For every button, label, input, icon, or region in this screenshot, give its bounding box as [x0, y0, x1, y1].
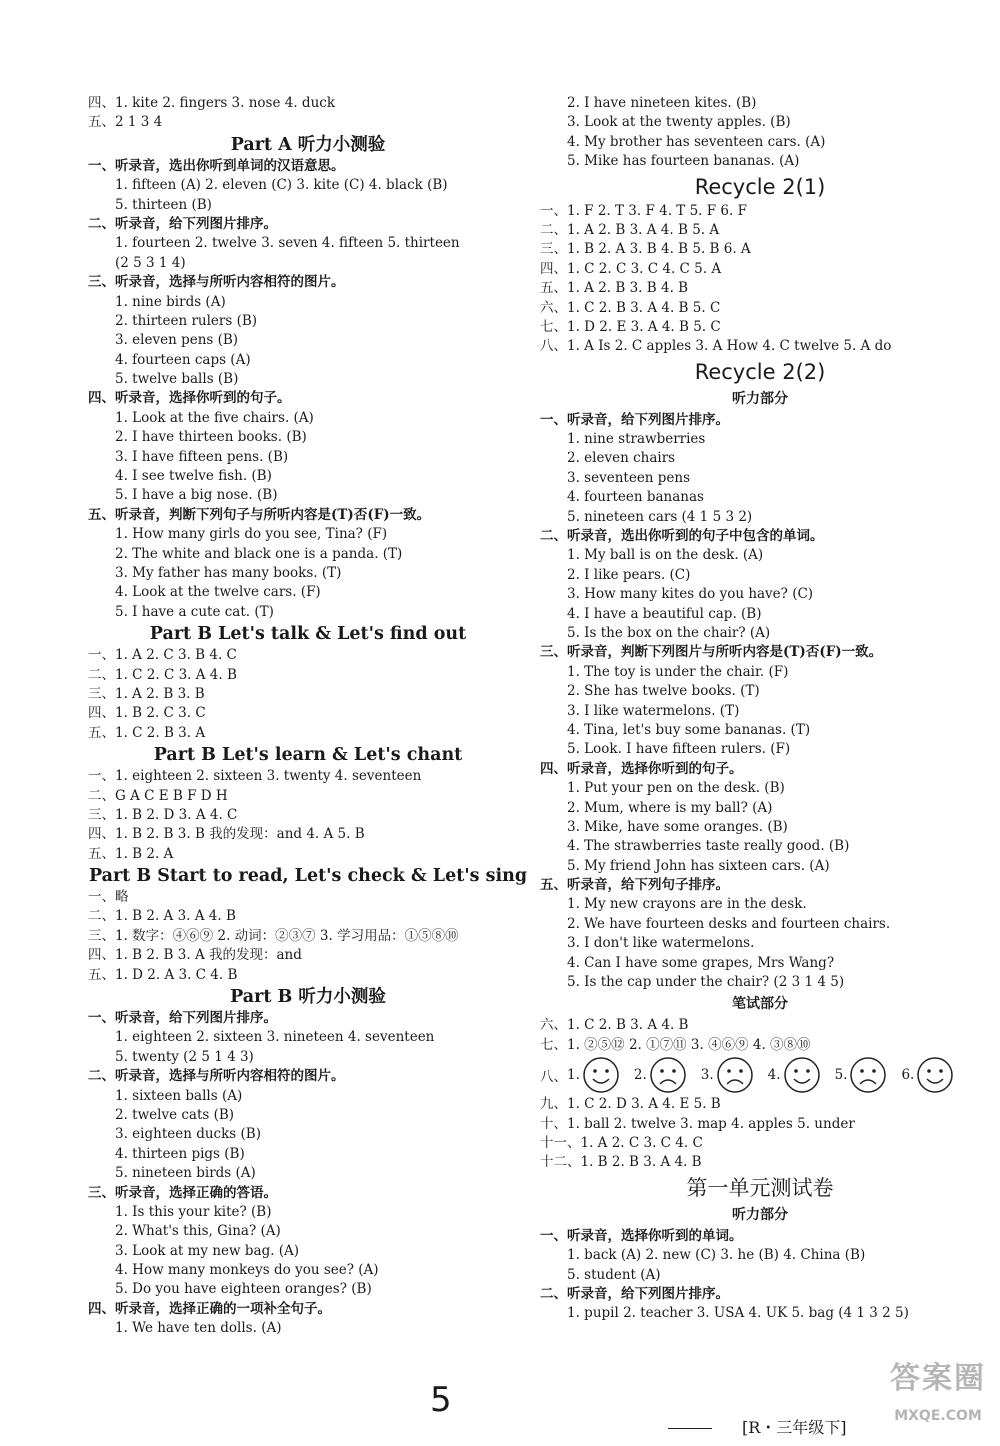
- answer-line: 三、1. 数字：④⑥⑨ 2. 动词：②③⑦ 3. 学习用品：①⑤⑧⑩: [88, 927, 459, 944]
- answer-item: 1. How many girls do you see, Tina? (F): [115, 526, 388, 543]
- answer-item: 3. seventeen pens: [567, 469, 691, 486]
- section-heading: Part B 听力小测验: [230, 987, 386, 1008]
- face-number: 1.: [567, 1067, 580, 1084]
- question-instruction: 五、听录音，给下列句子排序。: [540, 877, 729, 894]
- answer-line: 七、1. ②⑤⑫ 2. ①⑦⑪ 3. ④⑥⑨ 4. ③⑧⑩: [540, 1036, 811, 1053]
- face-number: 2.: [633, 1067, 647, 1084]
- answer-item: 1. fifteen (A) 2. eleven (C) 3. kite (C) 4. black (B): [115, 177, 448, 194]
- answer-line: 二、G A C E B F D H: [88, 787, 228, 804]
- answer-line: 一、1. eighteen 2. sixteen 3. twenty 4. seventeen: [88, 768, 422, 785]
- face-number: 4.: [767, 1067, 781, 1084]
- section-heading: Part B Start to read, Let's check & Let's sing: [88, 866, 528, 887]
- answer-item: 1. nine birds (A): [115, 293, 226, 310]
- face-item: [567, 1056, 620, 1094]
- answer-item: 4. Can I have some grapes, Mrs Wang?: [567, 954, 835, 971]
- answer-line: 四、1. B 2. C 3. C: [88, 705, 206, 722]
- question-instruction: 二、听录音，给下列图片排序。: [88, 215, 277, 232]
- answer-item: 1. Put your pen on the desk. (B): [567, 780, 785, 797]
- answer-line: 五、1. D 2. A 3. C 4. B: [88, 966, 238, 983]
- question-instruction: 二、听录音，选择与所听内容相符的图片。: [88, 1068, 345, 1085]
- question-instruction: 一、听录音，选出你听到单词的汉语意思。: [88, 157, 345, 174]
- question-instruction: 三、听录音，判断下列图片与所听内容是(T)否(F)一致。: [540, 644, 883, 661]
- answer-line: 七、1. D 2. E 3. A 4. B 5. C: [540, 318, 721, 335]
- answer-item: 1. fourteen 2. twelve 3. seven 4. fifteen 5. thirteen: [115, 235, 460, 252]
- answer-item: 2. She has twelve books. (T): [567, 683, 760, 700]
- answer-item: 4. Tina, let's buy some bananas. (T): [567, 721, 811, 738]
- answer-item: 4. I see twelve fish. (B): [115, 468, 272, 485]
- answer-item: 1. My new crayons are in the desk.: [567, 896, 807, 913]
- answer-item: 5. thirteen (B): [115, 196, 212, 213]
- question-instruction: 四、听录音，选择你听到的句子。: [88, 390, 291, 407]
- answer-line: 二、1. B 2. A 3. A 4. B: [88, 908, 236, 925]
- answer-item: 3. My father has many books. (T): [115, 564, 342, 581]
- footer: [668, 1415, 847, 1438]
- faces-prefix: 八、: [540, 1069, 567, 1086]
- face-item: [835, 1056, 888, 1094]
- answer-item: 5. Is the cap under the chair? (2 3 1 4 5): [567, 974, 845, 991]
- answer-item: 2. I have thirteen books. (B): [115, 429, 307, 446]
- watermark-logo: 答案圈: [890, 1361, 986, 1396]
- face-item: [701, 1056, 754, 1094]
- smiley-face-icon: [916, 1056, 954, 1094]
- watermark-url: MXQE.COM: [894, 1408, 982, 1424]
- footer-rule: [668, 1428, 712, 1429]
- answer-item: 5. Is the box on the chair? (A): [567, 624, 771, 641]
- right-column: [540, 94, 980, 1324]
- answer-line: 一、1. F 2. T 3. F 4. T 5. F 6. F: [540, 202, 747, 219]
- answer-item: 5. Mike has fourteen bananas. (A): [567, 153, 800, 170]
- question-instruction: 四、听录音，选择你听到的句子。: [540, 760, 743, 777]
- answer-line: 三、1. B 2. D 3. A 4. C: [88, 806, 238, 823]
- question-instruction: 四、听录音，选择正确的一项补全句子。: [88, 1300, 331, 1317]
- answer-item: 3. How many kites do you have? (C): [567, 586, 814, 603]
- answer-item: 2. I have nineteen kites. (B): [567, 95, 757, 111]
- answer-item: 3. eighteen ducks (B): [115, 1126, 261, 1143]
- question-instruction: 三、听录音，选择正确的答语。: [88, 1184, 277, 1201]
- part-subheading: 笔试部分: [732, 996, 788, 1013]
- question-instruction: 二、听录音，选出你听到的句子中包含的单词。: [540, 528, 824, 545]
- answer-item: 1. sixteen balls (A): [115, 1087, 243, 1104]
- answer-item: 5. My friend John has sixteen cars. (A): [567, 857, 830, 874]
- answer-line: 六、1. C 2. B 3. A 4. B 5. C: [540, 299, 721, 316]
- answer-item: 3. Mike, have some oranges. (B): [567, 818, 788, 835]
- answer-line: 十、1. ball 2. twelve 3. map 4. apples 5. under: [540, 1115, 855, 1132]
- answer-item: 5. Look. I have fifteen rulers. (F): [567, 741, 791, 758]
- answer-item: 2. thirteen rulers (B): [115, 312, 258, 329]
- answer-line: 四、1. B 2. B 3. B 我的发现：and 4. A 5. B: [88, 826, 365, 843]
- smiley-face-icon: [783, 1056, 821, 1094]
- footer-label: [R・三年级下]: [742, 1418, 847, 1437]
- answer-item: 5. twelve balls (B): [115, 371, 239, 388]
- answer-item: 3. Look at my new bag. (A): [115, 1242, 300, 1259]
- answer-line: 四、1. kite 2. fingers 3. nose 4. duck: [88, 95, 336, 111]
- answer-item: 4. I have a beautiful cap. (B): [567, 605, 762, 622]
- sad-face-icon: [649, 1056, 687, 1094]
- answer-item: 4. thirteen pigs (B): [115, 1145, 245, 1162]
- page-mark: 5: [430, 1380, 452, 1420]
- answer-line: 八、1. A Is 2. C apples 3. A How 4. C twelve 5. A do: [540, 338, 892, 355]
- answer-line: 一、1. A 2. C 3. B 4. C: [88, 647, 237, 664]
- answer-item: 1. We have ten dolls. (A): [115, 1320, 282, 1337]
- answer-item: 4. My brother has seventeen cars. (A): [567, 133, 826, 150]
- answer-line: 四、1. C 2. C 3. C 4. C 5. A: [540, 260, 722, 277]
- answer-item: 1. back (A) 2. new (C) 3. he (B) 4. China (B): [567, 1247, 866, 1264]
- answer-item: 1. Look at the five chairs. (A): [115, 409, 314, 426]
- answer-item: 2. eleven chairs: [567, 450, 676, 467]
- answer-line: 五、1. B 2. A: [88, 845, 174, 862]
- answer-line: 五、1. C 2. B 3. A: [88, 724, 206, 741]
- face-number: 3.: [700, 1067, 714, 1084]
- question-instruction: 一、听录音，选择你听到的单词。: [540, 1227, 743, 1244]
- answer-item: 1. pupil 2. teacher 3. USA 4. UK 5. bag (4 1 3 2 5): [567, 1305, 909, 1322]
- answer-item: 2. The white and black one is a panda. (T): [115, 545, 403, 562]
- answer-item: 5. I have a cute cat. (T): [115, 603, 274, 620]
- question-instruction: 二、听录音，给下列图片排序。: [540, 1285, 729, 1302]
- answer-item: 2. We have fourteen desks and fourteen chairs.: [567, 915, 891, 932]
- answer-item: 5. student (A): [567, 1266, 661, 1283]
- question-instruction: 三、听录音，选择与所听内容相符的图片。: [88, 274, 345, 291]
- part-subheading: 听力部分: [732, 390, 788, 407]
- answer-item: 5. nineteen cars (4 1 5 3 2): [567, 508, 753, 525]
- section-heading: Part B Let's talk & Let's find out: [149, 624, 467, 645]
- face-item: [901, 1056, 954, 1094]
- answer-item: 1. My ball is on the desk. (A): [567, 547, 764, 564]
- part-subheading: 听力部分: [732, 1206, 788, 1223]
- answer-item: 3. I like watermelons. (T): [567, 702, 740, 719]
- answer-line: 四、1. B 2. B 3. A 我的发现：and: [88, 947, 302, 964]
- section-heading: Part A 听力小测验: [230, 134, 386, 155]
- unit-heading: Recycle 2(1): [694, 174, 826, 199]
- answer-line: 三、1. A 2. B 3. B: [88, 685, 205, 702]
- answer-item: 3. eleven pens (B): [115, 332, 239, 349]
- answer-item: 1. The toy is under the chair. (F): [567, 663, 789, 680]
- answer-line: 二、1. A 2. B 3. A 4. B 5. A: [540, 221, 720, 238]
- answer-item: 4. fourteen caps (A): [115, 351, 251, 368]
- answer-line: 六、1. C 2. B 3. A 4. B: [540, 1017, 689, 1034]
- answer-item: 5. nineteen birds (A): [115, 1165, 256, 1182]
- smiley-face-icon: [582, 1056, 620, 1094]
- faces-answer-row: [540, 1055, 980, 1095]
- answer-line: 五、1. A 2. B 3. B 4. B: [540, 280, 689, 297]
- answer-item: 5. Do you have eighteen oranges? (B): [115, 1281, 372, 1298]
- answer-item: 2. What's this, Gina? (A): [115, 1223, 281, 1240]
- sad-face-icon: [716, 1056, 754, 1094]
- unit-heading: Recycle 2(2): [694, 359, 826, 384]
- answer-item: (2 5 3 1 4): [115, 254, 186, 271]
- answer-item: 2. twelve cats (B): [115, 1106, 235, 1123]
- answer-item: 4. The strawberries taste really good. (B): [567, 838, 850, 855]
- answer-item: 1. nine strawberries: [567, 431, 706, 448]
- answer-line: 五、2 1 3 4: [88, 114, 163, 131]
- question-instruction: 一、听录音，给下列图片排序。: [540, 411, 729, 428]
- sad-face-icon: [849, 1056, 887, 1094]
- answer-item: 4. How many monkeys do you see? (A): [115, 1262, 379, 1279]
- answer-item: 5. twenty (2 5 1 4 3): [115, 1048, 254, 1065]
- answer-item: 2. Mum, where is my ball? (A): [567, 799, 773, 816]
- answer-item: 3. I don't like watermelons.: [567, 935, 755, 952]
- face-item: [634, 1056, 687, 1094]
- face-number: 6.: [901, 1067, 915, 1084]
- answer-line: 十二、1. B 2. B 3. A 4. B: [540, 1154, 702, 1171]
- face-item: [768, 1056, 821, 1094]
- question-instruction: 五、听录音，判断下列句子与所听内容是(T)否(F)一致。: [88, 506, 431, 523]
- answer-item: 4. fourteen bananas: [567, 489, 704, 506]
- face-number: 5.: [834, 1067, 848, 1084]
- answer-item: 3. I have fifteen pens. (B): [115, 448, 289, 465]
- answer-line: 一、略: [88, 889, 129, 906]
- watermark: [882, 1350, 994, 1442]
- answer-item: 1. eighteen 2. sixteen 3. nineteen 4. seventeen: [115, 1029, 435, 1046]
- answer-line: 九、1. C 2. D 3. A 4. E 5. B: [540, 1096, 721, 1113]
- unit-heading: 第一单元测试卷: [686, 1175, 834, 1200]
- answer-item: 5. I have a big nose. (B): [115, 487, 278, 504]
- section-heading: Part B Let's learn & Let's chant: [153, 745, 463, 766]
- answer-line: 十一、1. A 2. C 3. C 4. C: [540, 1134, 703, 1151]
- answer-item: 2. I like pears. (C): [567, 566, 691, 583]
- answer-line: 二、1. C 2. C 3. A 4. B: [88, 666, 237, 683]
- left-column: [88, 94, 528, 1339]
- answer-line: 三、1. B 2. A 3. B 4. B 5. B 6. A: [540, 241, 751, 258]
- answer-item: 4. Look at the twelve cars. (F): [115, 584, 321, 601]
- question-instruction: 一、听录音，给下列图片排序。: [88, 1010, 277, 1027]
- answer-item: 3. Look at the twenty apples. (B): [567, 114, 791, 131]
- answer-item: 1. Is this your kite? (B): [115, 1203, 272, 1220]
